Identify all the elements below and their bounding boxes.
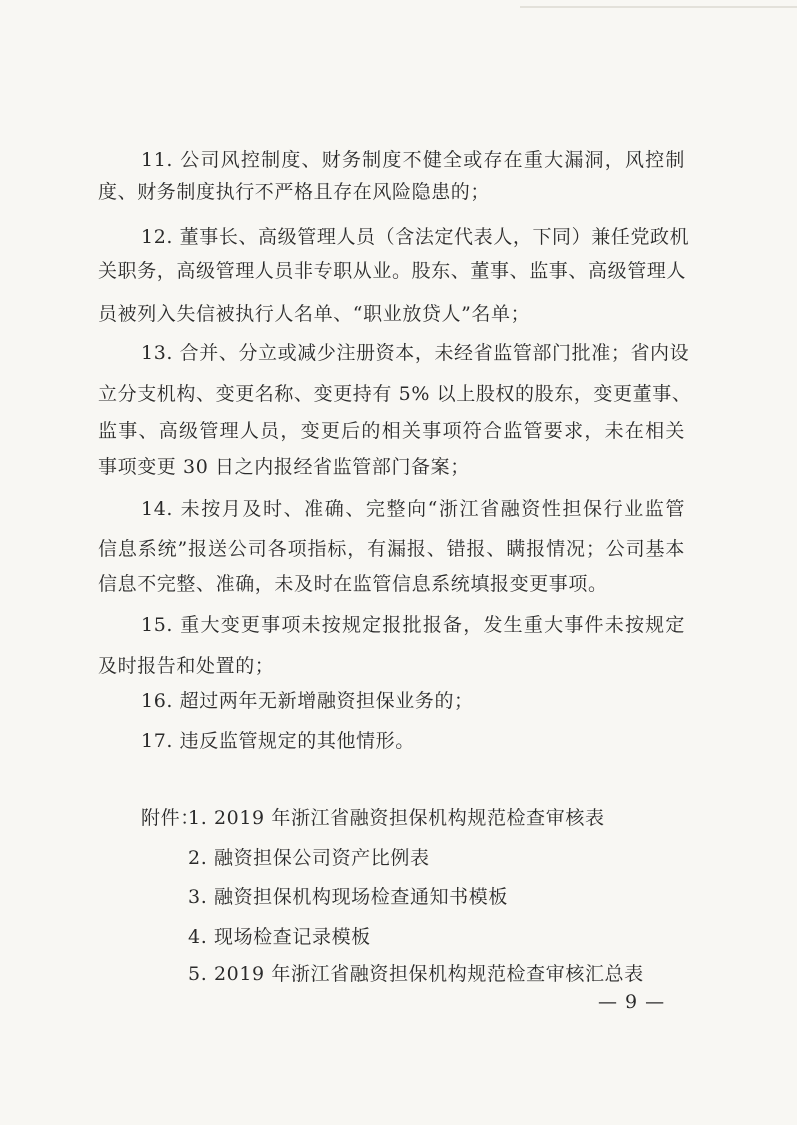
item-12-line-2: 关职务，高级管理人员非专职从业。股东、董事、监事、高级管理人 (98, 260, 687, 282)
item-14-line-3: 信息不完整、准确，未及时在监管信息系统填报变更事项。 (98, 573, 608, 595)
item-13-line-2: 立分支机构、变更名称、变更持有 5% 以上股权的股东，变更董事、 (98, 383, 692, 405)
attachment-item-4: 4. 现场检查记录模板 (188, 926, 371, 948)
attachments-label: 附件： (141, 807, 200, 829)
attachment-item-2: 2. 融资担保公司资产比例表 (188, 847, 430, 869)
item-14-line-1: 14. 未按月及时、准确、完整向“浙江省融资性担保行业监管 (141, 498, 685, 520)
item-15-line-2: 及时报告和处置的； (98, 655, 275, 677)
top-edge-line (520, 6, 797, 8)
item-12-line-3: 员被列入失信被执行人名单、“职业放贷人”名单； (98, 303, 531, 325)
attachment-item-5: 5. 2019 年浙江省融资担保机构规范检查审核汇总表 (188, 963, 644, 985)
item-13-line-3: 监事、高级管理人员，变更后的相关事项符合监管要求，未在相关 (98, 420, 685, 442)
item-15-line-1: 15. 重大变更事项未按规定报批报备，发生重大事件未按规定 (141, 614, 685, 636)
item-13-line-1: 13. 合并、分立或减少注册资本，未经省监管部门批准；省内设 (141, 342, 690, 364)
attachment-item-1: 1. 2019 年浙江省融资担保机构规范检查审核表 (188, 807, 605, 829)
item-16-line-1: 16. 超过两年无新增融资担保业务的； (141, 690, 474, 712)
item-11-line-2: 度、财务制度执行不严格且存在风险隐患的； (98, 181, 491, 203)
item-14-line-2: 信息系统”报送公司各项指标，有漏报、错报、瞒报情况；公司基本 (98, 538, 685, 560)
item-13-line-4: 事项变更 30 日之内报经省监管部门备案； (98, 456, 470, 478)
page-number: — 9 — (598, 991, 666, 1013)
item-12-line-1: 12. 董事长、高级管理人员（含法定代表人，下同）兼任党政机 (141, 226, 690, 248)
attachment-item-3: 3. 融资担保机构现场检查通知书模板 (188, 886, 508, 908)
item-17-line-1: 17. 违反监管规定的其他情形。 (141, 730, 415, 752)
item-11-line-1: 11. 公司风控制度、财务制度不健全或存在重大漏洞，风控制 (141, 149, 685, 171)
